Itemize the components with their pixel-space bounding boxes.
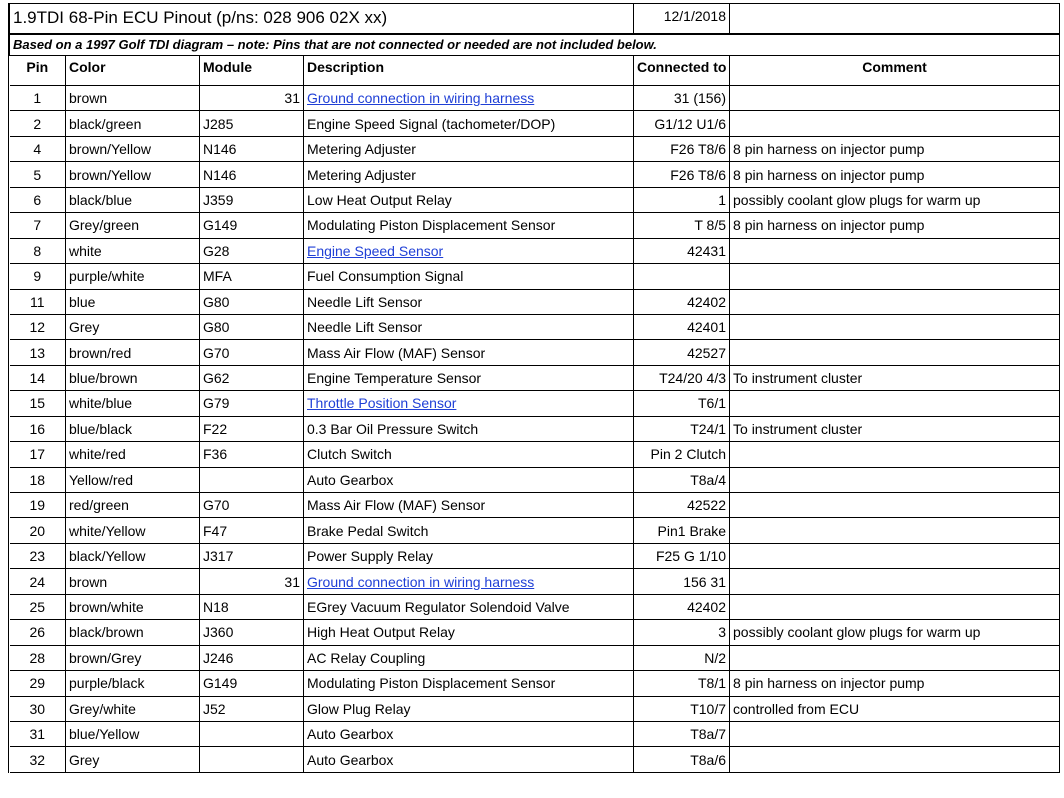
wire-color-cell: brown/red bbox=[66, 340, 200, 365]
connected-to-cell: 42401 bbox=[634, 314, 730, 339]
description-cell: Modulating Piston Displacement Sensor bbox=[304, 671, 634, 696]
connected-to-cell: 42402 bbox=[634, 594, 730, 619]
connected-to-cell: G1/12 U1/6 bbox=[634, 111, 730, 136]
comment-cell bbox=[730, 467, 1060, 492]
table-row bbox=[10, 747, 1060, 772]
table-row bbox=[10, 314, 1060, 339]
comment-cell bbox=[730, 543, 1060, 568]
module-cell bbox=[200, 543, 304, 568]
wire-color-cell: white/Yellow bbox=[66, 518, 200, 543]
note-row bbox=[10, 34, 1060, 56]
comment-cell bbox=[730, 111, 1060, 136]
table-row bbox=[10, 340, 1060, 365]
connected-to-cell: 42402 bbox=[634, 289, 730, 314]
document-note: Based on a 1997 Golf TDI diagram – note: Pins that are not connected or needed are not included below. bbox=[10, 34, 1060, 56]
pin-cell: 20 bbox=[10, 518, 66, 543]
module-cell bbox=[200, 314, 304, 339]
module-code: G79 bbox=[203, 395, 230, 412]
table-row bbox=[10, 187, 1060, 212]
connected-to-cell: F26 T8/6 bbox=[634, 162, 730, 187]
connected-to-cell: Pin1 Brake bbox=[634, 518, 730, 543]
connected-to-cell: T10/7 bbox=[634, 696, 730, 721]
description-cell: Modulating Piston Displacement Sensor bbox=[304, 213, 634, 238]
description-cell: AC Relay Coupling bbox=[304, 645, 634, 670]
description-cell: High Heat Output Relay bbox=[304, 620, 634, 645]
header-pin: Pin bbox=[10, 56, 66, 86]
comment-cell bbox=[730, 238, 1060, 263]
module-cell bbox=[200, 340, 304, 365]
module-cell bbox=[200, 467, 304, 492]
module-code: G149 bbox=[203, 217, 238, 234]
connected-to-cell: 42527 bbox=[634, 340, 730, 365]
wire-color-cell: black/brown bbox=[66, 620, 200, 645]
connected-to-cell: 31 (156) bbox=[634, 86, 730, 111]
comment-cell bbox=[730, 314, 1060, 339]
module-cell bbox=[200, 391, 304, 416]
table-row bbox=[10, 416, 1060, 441]
pin-cell: 32 bbox=[10, 747, 66, 772]
description-cell: Needle Lift Sensor bbox=[304, 314, 634, 339]
module-cell bbox=[200, 238, 304, 263]
description-cell: EGrey Vacuum Regulator Solendoid Valve bbox=[304, 594, 634, 619]
description-cell: Brake Pedal Switch bbox=[304, 518, 634, 543]
pin-cell: 28 bbox=[10, 645, 66, 670]
table-row bbox=[10, 213, 1060, 238]
module-code: J360 bbox=[203, 624, 234, 641]
pin-cell: 24 bbox=[10, 569, 66, 594]
header-row bbox=[10, 56, 1060, 86]
connected-to-cell: N/2 bbox=[634, 645, 730, 670]
table-row bbox=[10, 518, 1060, 543]
description-cell: Auto Gearbox bbox=[304, 721, 634, 746]
table-row bbox=[10, 493, 1060, 518]
pin-cell: 5 bbox=[10, 162, 66, 187]
wire-color-cell: black/green bbox=[66, 111, 200, 136]
comment-cell: 8 pin harness on injector pump bbox=[730, 162, 1060, 187]
module-code: G70 bbox=[203, 497, 230, 514]
wire-color-cell: black/blue bbox=[66, 187, 200, 212]
wire-color-cell: black/Yellow bbox=[66, 543, 200, 568]
description-cell: Glow Plug Relay bbox=[304, 696, 634, 721]
module-cell bbox=[200, 162, 304, 187]
wire-color-cell: Grey/white bbox=[66, 696, 200, 721]
wire-color-cell: Grey bbox=[66, 314, 200, 339]
comment-cell: 8 pin harness on injector pump bbox=[730, 136, 1060, 161]
wire-color-cell: blue/Yellow bbox=[66, 721, 200, 746]
comment-cell bbox=[730, 264, 1060, 289]
wire-color-cell: Grey bbox=[66, 747, 200, 772]
comment-cell: controlled from ECU bbox=[730, 696, 1060, 721]
module-code: N146 bbox=[203, 141, 237, 158]
comment-cell: To instrument cluster bbox=[730, 416, 1060, 441]
module-code: J52 bbox=[203, 700, 226, 717]
module-cell bbox=[200, 671, 304, 696]
table-row bbox=[10, 111, 1060, 136]
pin-cell: 12 bbox=[10, 314, 66, 339]
module-code: G70 bbox=[203, 344, 230, 361]
module-cell bbox=[200, 569, 304, 594]
wire-color-cell: brown/Yellow bbox=[66, 136, 200, 161]
module-cell bbox=[200, 493, 304, 518]
module-cell bbox=[200, 721, 304, 746]
wire-color-cell: brown/Grey bbox=[66, 645, 200, 670]
description-cell: Engine Speed Signal (tachometer/DOP) bbox=[304, 111, 634, 136]
module-cell bbox=[200, 365, 304, 390]
connected-to-cell: T8a/4 bbox=[634, 467, 730, 492]
connected-to-cell: F26 T8/6 bbox=[634, 136, 730, 161]
comment-cell bbox=[730, 289, 1060, 314]
module-cell bbox=[200, 594, 304, 619]
pin-cell: 1 bbox=[10, 86, 66, 111]
wire-color-cell: white bbox=[66, 238, 200, 263]
pin-cell: 9 bbox=[10, 264, 66, 289]
description-cell: Power Supply Relay bbox=[304, 543, 634, 568]
wire-color-cell: purple/black bbox=[66, 671, 200, 696]
comment-cell bbox=[730, 747, 1060, 772]
module-cell bbox=[200, 213, 304, 238]
pin-cell: 16 bbox=[10, 416, 66, 441]
comment-cell bbox=[730, 594, 1060, 619]
comment-cell: 8 pin harness on injector pump bbox=[730, 213, 1060, 238]
header-module: Module bbox=[200, 56, 304, 86]
wire-color-cell: brown/Yellow bbox=[66, 162, 200, 187]
comment-cell bbox=[730, 569, 1060, 594]
description-cell: Mass Air Flow (MAF) Sensor bbox=[304, 340, 634, 365]
description-cell: Clutch Switch bbox=[304, 442, 634, 467]
module-code: J359 bbox=[203, 191, 234, 208]
description-cell: Auto Gearbox bbox=[304, 467, 634, 492]
module-code: MFA bbox=[203, 268, 232, 285]
wire-color-cell: white/red bbox=[66, 442, 200, 467]
connected-to-cell: T6/1 bbox=[634, 391, 730, 416]
pin-cell: 23 bbox=[10, 543, 66, 568]
description-cell: 0.3 Bar Oil Pressure Switch bbox=[304, 416, 634, 441]
module-code: J285 bbox=[203, 115, 234, 132]
pin-cell: 2 bbox=[10, 111, 66, 136]
description-cell: Fuel Consumption Signal bbox=[304, 264, 634, 289]
description-cell bbox=[304, 569, 634, 594]
table-row bbox=[10, 442, 1060, 467]
module-cell bbox=[200, 289, 304, 314]
description-cell bbox=[304, 238, 634, 263]
header-color: Color bbox=[66, 56, 200, 86]
pin-cell: 26 bbox=[10, 620, 66, 645]
pinout-sheet bbox=[8, 3, 1059, 773]
comment-cell: possibly coolant glow plugs for warm up bbox=[730, 620, 1060, 645]
comment-cell bbox=[730, 645, 1060, 670]
wire-color-cell: blue/black bbox=[66, 416, 200, 441]
comment-cell bbox=[730, 391, 1060, 416]
comment-cell: possibly coolant glow plugs for warm up bbox=[730, 187, 1060, 212]
wire-color-cell: brown bbox=[66, 86, 200, 111]
pin-cell: 30 bbox=[10, 696, 66, 721]
module-code: G62 bbox=[203, 370, 230, 387]
connected-to-cell: 42431 bbox=[634, 238, 730, 263]
pin-cell: 29 bbox=[10, 671, 66, 696]
description-cell: Low Heat Output Relay bbox=[304, 187, 634, 212]
connected-to-cell: F25 G 1/10 bbox=[634, 543, 730, 568]
description-link[interactable]: Ground connection in wiring harness bbox=[307, 573, 535, 590]
table-row bbox=[10, 594, 1060, 619]
connected-to-cell: Pin 2 Clutch bbox=[634, 442, 730, 467]
table-row bbox=[10, 86, 1060, 111]
description-link[interactable]: Engine Speed Sensor bbox=[307, 242, 444, 259]
wire-color-cell: blue/brown bbox=[66, 365, 200, 390]
description-cell: Engine Temperature Sensor bbox=[304, 365, 634, 390]
comment-cell: To instrument cluster bbox=[730, 365, 1060, 390]
table-row bbox=[10, 136, 1060, 161]
document-title: 1.9TDI 68-Pin ECU Pinout (p/ns: 028 906 02X xx) bbox=[10, 4, 634, 34]
connected-to-cell bbox=[634, 264, 730, 289]
module-cell bbox=[200, 187, 304, 212]
header-description: Description bbox=[304, 56, 634, 86]
pinout-table bbox=[9, 3, 1060, 773]
description-cell: Metering Adjuster bbox=[304, 136, 634, 161]
connected-to-cell: T24/1 bbox=[634, 416, 730, 441]
connected-to-cell: 156 31 bbox=[634, 569, 730, 594]
pin-cell: 8 bbox=[10, 238, 66, 263]
module-code: J317 bbox=[203, 548, 234, 565]
pin-cell: 15 bbox=[10, 391, 66, 416]
table-row bbox=[10, 671, 1060, 696]
module-code: N146 bbox=[203, 166, 237, 183]
module-cell bbox=[200, 442, 304, 467]
connected-to-cell: T8/1 bbox=[634, 671, 730, 696]
comment-cell bbox=[730, 340, 1060, 365]
wire-color-cell: purple/white bbox=[66, 264, 200, 289]
module-code: G80 bbox=[203, 319, 230, 336]
module-cell bbox=[200, 696, 304, 721]
pin-cell: 17 bbox=[10, 442, 66, 467]
comment-cell bbox=[730, 721, 1060, 746]
table-row bbox=[10, 721, 1060, 746]
connected-to-cell: T24/20 4/3 bbox=[634, 365, 730, 390]
table-row bbox=[10, 162, 1060, 187]
table-row bbox=[10, 264, 1060, 289]
wire-color-cell: brown/white bbox=[66, 594, 200, 619]
connected-to-cell: 1 bbox=[634, 187, 730, 212]
pin-cell: 14 bbox=[10, 365, 66, 390]
module-code: F47 bbox=[203, 522, 228, 539]
module-code: N18 bbox=[203, 598, 229, 615]
connected-to-cell: T8a/7 bbox=[634, 721, 730, 746]
table-row bbox=[10, 696, 1060, 721]
description-link[interactable]: Ground connection in wiring harness bbox=[307, 90, 535, 107]
comment-cell bbox=[730, 86, 1060, 111]
module-cell bbox=[200, 620, 304, 645]
module-cell bbox=[200, 747, 304, 772]
pin-cell: 4 bbox=[10, 136, 66, 161]
module-code: G80 bbox=[203, 293, 230, 310]
table-row bbox=[10, 467, 1060, 492]
pin-cell: 25 bbox=[10, 594, 66, 619]
pin-cell: 19 bbox=[10, 493, 66, 518]
comment-cell bbox=[730, 518, 1060, 543]
pin-cell: 6 bbox=[10, 187, 66, 212]
wire-color-cell: Yellow/red bbox=[66, 467, 200, 492]
description-cell: Metering Adjuster bbox=[304, 162, 634, 187]
module-cell bbox=[200, 645, 304, 670]
pin-cell: 13 bbox=[10, 340, 66, 365]
title-empty-cell bbox=[730, 4, 1060, 34]
module-number: 31 bbox=[284, 573, 300, 590]
table-row bbox=[10, 569, 1060, 594]
comment-cell bbox=[730, 493, 1060, 518]
module-code: G28 bbox=[203, 242, 230, 259]
description-cell: Auto Gearbox bbox=[304, 747, 634, 772]
module-code: G149 bbox=[203, 675, 238, 692]
wire-color-cell: brown bbox=[66, 569, 200, 594]
module-cell bbox=[200, 518, 304, 543]
connected-to-cell: T 8/5 bbox=[634, 213, 730, 238]
description-cell: Mass Air Flow (MAF) Sensor bbox=[304, 493, 634, 518]
pin-cell: 18 bbox=[10, 467, 66, 492]
description-cell bbox=[304, 86, 634, 111]
header-comment: Comment bbox=[730, 56, 1060, 86]
table-row bbox=[10, 391, 1060, 416]
comment-cell bbox=[730, 442, 1060, 467]
comment-cell: 8 pin harness on injector pump bbox=[730, 671, 1060, 696]
wire-color-cell: red/green bbox=[66, 493, 200, 518]
connected-to-cell: 3 bbox=[634, 620, 730, 645]
module-code: F36 bbox=[203, 446, 228, 463]
connected-to-cell: T8a/6 bbox=[634, 747, 730, 772]
module-cell bbox=[200, 416, 304, 441]
module-cell bbox=[200, 111, 304, 136]
table-row bbox=[10, 365, 1060, 390]
table-row bbox=[10, 289, 1060, 314]
description-link[interactable]: Throttle Position Sensor bbox=[307, 395, 457, 412]
table-row bbox=[10, 645, 1060, 670]
module-cell bbox=[200, 86, 304, 111]
wire-color-cell: Grey/green bbox=[66, 213, 200, 238]
module-code: F22 bbox=[203, 420, 228, 437]
pin-cell: 31 bbox=[10, 721, 66, 746]
wire-color-cell: white/blue bbox=[66, 391, 200, 416]
pin-cell: 11 bbox=[10, 289, 66, 314]
table-row bbox=[10, 543, 1060, 568]
module-code: J246 bbox=[203, 649, 234, 666]
module-number: 31 bbox=[284, 90, 300, 107]
connected-to-cell: 42522 bbox=[634, 493, 730, 518]
wire-color-cell: blue bbox=[66, 289, 200, 314]
description-cell: Needle Lift Sensor bbox=[304, 289, 634, 314]
document-date: 12/1/2018 bbox=[634, 4, 730, 34]
table-row bbox=[10, 238, 1060, 263]
pin-cell: 7 bbox=[10, 213, 66, 238]
title-row bbox=[10, 4, 1060, 34]
table-row bbox=[10, 620, 1060, 645]
header-connected-to: Connected to bbox=[634, 56, 730, 86]
description-cell bbox=[304, 391, 634, 416]
module-cell bbox=[200, 264, 304, 289]
module-cell bbox=[200, 136, 304, 161]
